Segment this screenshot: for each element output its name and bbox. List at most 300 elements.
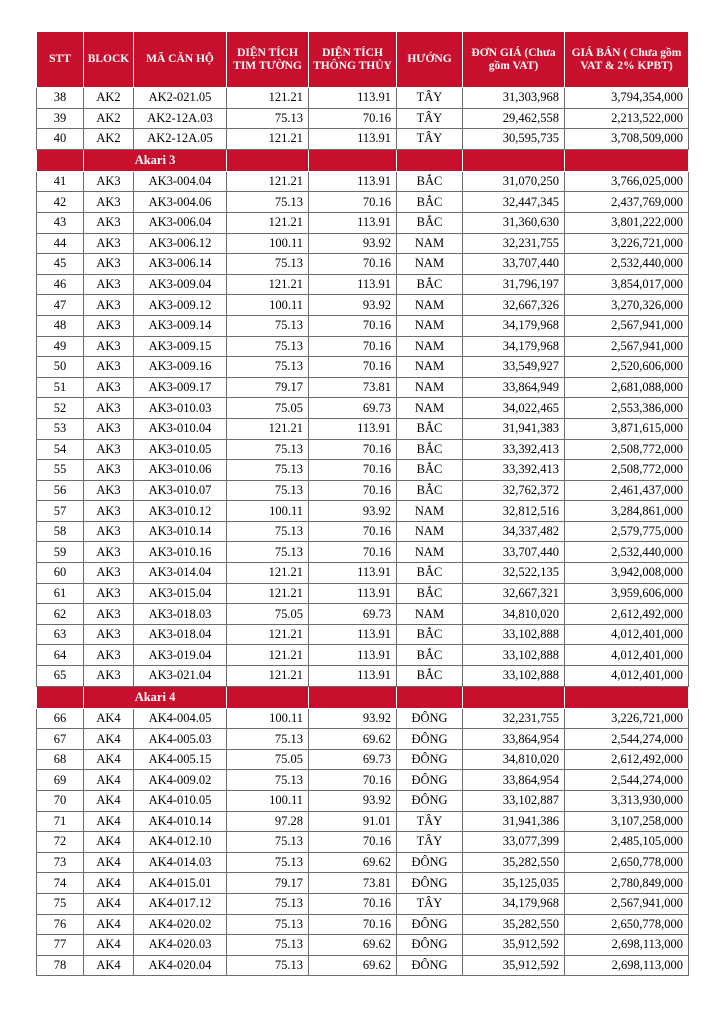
cell-don-gia: 35,282,550 [463,852,565,873]
header-huong: HƯỚNG [397,32,463,88]
cell-block: AK3 [84,563,134,584]
cell-huong: BẮC [397,274,463,295]
cell-dien-tich-thong-thuy: 69.62 [309,935,397,956]
cell-dien-tich-thong-thuy: 70.16 [309,460,397,481]
cell-block: AK3 [84,542,134,563]
cell-don-gia: 33,864,949 [463,377,565,398]
cell-don-gia: 32,447,345 [463,192,565,213]
cell-stt: 61 [37,583,84,604]
cell-block: AK4 [84,893,134,914]
cell-ma-can-ho: AK3-010.04 [134,418,227,439]
cell-dien-tich-tim-tuong: 79.17 [227,873,309,894]
cell-dien-tich-tim-tuong: 100.11 [227,791,309,812]
section-akari-4 [37,686,689,708]
cell-huong: BẮC [397,212,463,233]
cell-ma-can-ho: AK4-020.02 [134,914,227,935]
header-stt: STT [37,32,84,88]
cell-huong: NAM [397,501,463,522]
cell-dien-tich-tim-tuong: 121.21 [227,645,309,666]
cell-stt: 38 [37,88,84,109]
table-row [37,108,689,129]
cell-don-gia: 33,102,888 [463,624,565,645]
cell-block: AK4 [84,770,134,791]
cell-dien-tich-tim-tuong: 121.21 [227,274,309,295]
header-dien-tich-thong-thuy: DIỆN TÍCH THÔNG THỦY [309,32,397,88]
cell-stt: 54 [37,439,84,460]
cell-gia-ban: 2,520,606,000 [565,357,689,378]
cell-stt: 67 [37,729,84,750]
cell-don-gia: 31,941,383 [463,418,565,439]
cell-block: AK4 [84,811,134,832]
cell-dien-tich-thong-thuy: 73.81 [309,377,397,398]
cell-block: AK4 [84,832,134,853]
cell-gia-ban: 2,650,778,000 [565,914,689,935]
cell-don-gia: 30,595,735 [463,129,565,150]
table-row [37,666,689,687]
table-row [37,315,689,336]
cell-dien-tich-thong-thuy: 70.16 [309,108,397,129]
table-row [37,832,689,853]
cell-huong: NAM [397,604,463,625]
cell-ma-can-ho: AK3-010.14 [134,521,227,542]
header-gia-ban: GIÁ BÁN ( Chưa gồm VAT & 2% KPBT) [565,32,689,88]
cell-don-gia: 33,392,413 [463,460,565,481]
cell-stt: 58 [37,521,84,542]
table-row [37,501,689,522]
cell-gia-ban: 3,854,017,000 [565,274,689,295]
cell-dien-tich-thong-thuy: 113.91 [309,418,397,439]
cell-huong: TÂY [397,832,463,853]
cell-don-gia: 33,392,413 [463,439,565,460]
cell-gia-ban: 3,959,606,000 [565,583,689,604]
cell-huong: BẮC [397,666,463,687]
cell-huong: BẮC [397,563,463,584]
cell-stt: 52 [37,398,84,419]
cell-dien-tich-thong-thuy: 69.73 [309,749,397,770]
cell-huong: BẮC [397,624,463,645]
header-block: BLOCK [84,32,134,88]
table-row [37,935,689,956]
cell-gia-ban: 3,270,326,000 [565,295,689,316]
cell-stt: 75 [37,893,84,914]
cell-stt: 70 [37,791,84,812]
cell-dien-tich-thong-thuy: 70.16 [309,521,397,542]
cell-huong: NAM [397,315,463,336]
group-akari-4 [37,708,689,976]
cell-dien-tich-thong-thuy: 69.73 [309,604,397,625]
cell-dien-tich-thong-thuy: 70.16 [309,832,397,853]
cell-gia-ban: 3,107,258,000 [565,811,689,832]
table-row [37,398,689,419]
cell-dien-tich-thong-thuy: 70.16 [309,254,397,275]
cell-gia-ban: 2,567,941,000 [565,893,689,914]
cell-stt: 73 [37,852,84,873]
cell-dien-tich-tim-tuong: 75.13 [227,192,309,213]
cell-ma-can-ho: AK3-010.16 [134,542,227,563]
cell-don-gia: 34,810,020 [463,604,565,625]
cell-ma-can-ho: AK3-018.04 [134,624,227,645]
cell-gia-ban: 2,544,274,000 [565,729,689,750]
cell-huong: TÂY [397,893,463,914]
table-row [37,729,689,750]
cell-gia-ban: 4,012,401,000 [565,645,689,666]
cell-block: AK3 [84,212,134,233]
cell-dien-tich-tim-tuong: 121.21 [227,418,309,439]
cell-don-gia: 33,864,954 [463,770,565,791]
header-ma-can-ho: MÃ CĂN HỘ [134,32,227,88]
cell-dien-tich-thong-thuy: 70.16 [309,357,397,378]
table-row [37,542,689,563]
cell-dien-tich-tim-tuong: 97.28 [227,811,309,832]
cell-huong: ĐÔNG [397,791,463,812]
cell-ma-can-ho: AK2-12A.05 [134,129,227,150]
table-row [37,791,689,812]
cell-dien-tich-thong-thuy: 69.73 [309,398,397,419]
cell-dien-tich-thong-thuy: 70.16 [309,439,397,460]
cell-dien-tich-thong-thuy: 113.91 [309,274,397,295]
cell-dien-tich-tim-tuong: 75.05 [227,749,309,770]
cell-stt: 41 [37,171,84,192]
cell-dien-tich-tim-tuong: 75.13 [227,460,309,481]
cell-don-gia: 32,667,326 [463,295,565,316]
cell-dien-tich-thong-thuy: 113.91 [309,624,397,645]
cell-block: AK3 [84,398,134,419]
cell-dien-tich-tim-tuong: 100.11 [227,233,309,254]
cell-gia-ban: 2,567,941,000 [565,315,689,336]
group-akari-3 [37,171,689,686]
cell-block: AK3 [84,460,134,481]
cell-dien-tich-thong-thuy: 69.62 [309,852,397,873]
cell-ma-can-ho: AK4-014.03 [134,852,227,873]
cell-dien-tich-tim-tuong: 75.13 [227,439,309,460]
cell-block: AK3 [84,192,134,213]
cell-stt: 63 [37,624,84,645]
cell-don-gia: 34,179,968 [463,315,565,336]
cell-ma-can-ho: AK3-009.15 [134,336,227,357]
cell-huong: TÂY [397,108,463,129]
cell-ma-can-ho: AK2-12A.03 [134,108,227,129]
cell-dien-tich-tim-tuong: 75.13 [227,254,309,275]
cell-gia-ban: 3,766,025,000 [565,171,689,192]
cell-stt: 40 [37,129,84,150]
cell-huong: ĐÔNG [397,914,463,935]
cell-dien-tich-tim-tuong: 75.13 [227,914,309,935]
table-row [37,873,689,894]
cell-dien-tich-thong-thuy: 113.91 [309,171,397,192]
cell-ma-can-ho: AK3-014.04 [134,563,227,584]
table-row [37,460,689,481]
cell-dien-tich-thong-thuy: 69.62 [309,955,397,976]
cell-ma-can-ho: AK4-010.05 [134,791,227,812]
cell-gia-ban: 2,650,778,000 [565,852,689,873]
section-row-akari-4 [37,686,689,708]
cell-ma-can-ho: AK4-005.15 [134,749,227,770]
cell-huong: NAM [397,233,463,254]
cell-dien-tich-thong-thuy: 113.91 [309,645,397,666]
cell-dien-tich-thong-thuy: 93.92 [309,501,397,522]
cell-stt: 55 [37,460,84,481]
cell-gia-ban: 4,012,401,000 [565,624,689,645]
cell-dien-tich-tim-tuong: 75.13 [227,521,309,542]
cell-dien-tich-tim-tuong: 121.21 [227,212,309,233]
cell-stt: 53 [37,418,84,439]
section-label-akari-4: Akari 4 [84,686,227,708]
cell-dien-tich-tim-tuong: 100.11 [227,501,309,522]
table-row [37,254,689,275]
cell-dien-tich-thong-thuy: 70.16 [309,914,397,935]
cell-stt: 47 [37,295,84,316]
cell-don-gia: 32,667,321 [463,583,565,604]
table-row [37,521,689,542]
cell-gia-ban: 2,508,772,000 [565,460,689,481]
cell-gia-ban: 3,801,222,000 [565,212,689,233]
cell-huong: ĐÔNG [397,935,463,956]
cell-ma-can-ho: AK4-017.12 [134,893,227,914]
cell-dien-tich-tim-tuong: 75.13 [227,893,309,914]
cell-huong: NAM [397,542,463,563]
cell-dien-tich-tim-tuong: 100.11 [227,295,309,316]
cell-block: AK3 [84,501,134,522]
cell-huong: BẮC [397,583,463,604]
cell-don-gia: 34,810,020 [463,749,565,770]
cell-stt: 72 [37,832,84,853]
cell-don-gia: 32,522,135 [463,563,565,584]
cell-stt: 76 [37,914,84,935]
cell-dien-tich-tim-tuong: 75.13 [227,315,309,336]
table-row [37,171,689,192]
cell-ma-can-ho: AK3-010.03 [134,398,227,419]
cell-block: AK3 [84,377,134,398]
cell-gia-ban: 2,698,113,000 [565,955,689,976]
cell-ma-can-ho: AK3-009.16 [134,357,227,378]
section-akari-3 [37,149,689,171]
cell-ma-can-ho: AK4-015.01 [134,873,227,894]
cell-stt: 42 [37,192,84,213]
cell-ma-can-ho: AK3-010.05 [134,439,227,460]
cell-dien-tich-thong-thuy: 93.92 [309,708,397,729]
cell-don-gia: 35,125,035 [463,873,565,894]
cell-huong: BẮC [397,645,463,666]
cell-stt: 69 [37,770,84,791]
table-row [37,480,689,501]
cell-dien-tich-tim-tuong: 75.13 [227,770,309,791]
cell-huong: NAM [397,295,463,316]
table-row [37,192,689,213]
cell-dien-tich-tim-tuong: 75.05 [227,398,309,419]
cell-don-gia: 31,360,630 [463,212,565,233]
table-row [37,295,689,316]
table-row [37,563,689,584]
cell-block: AK3 [84,274,134,295]
cell-huong: BẮC [397,192,463,213]
table-row [37,357,689,378]
cell-gia-ban: 2,612,492,000 [565,604,689,625]
cell-huong: ĐÔNG [397,955,463,976]
cell-block: AK4 [84,729,134,750]
cell-don-gia: 32,762,372 [463,480,565,501]
cell-block: AK3 [84,624,134,645]
cell-dien-tich-thong-thuy: 70.16 [309,336,397,357]
cell-huong: ĐÔNG [397,770,463,791]
cell-dien-tich-tim-tuong: 121.21 [227,583,309,604]
cell-dien-tich-thong-thuy: 113.91 [309,583,397,604]
cell-huong: ĐÔNG [397,708,463,729]
cell-gia-ban: 3,226,721,000 [565,233,689,254]
cell-stt: 74 [37,873,84,894]
cell-huong: NAM [397,357,463,378]
table-row [37,439,689,460]
cell-gia-ban: 2,567,941,000 [565,336,689,357]
group-akari-2 [37,88,689,150]
cell-dien-tich-tim-tuong: 79.17 [227,377,309,398]
cell-ma-can-ho: AK4-012.10 [134,832,227,853]
cell-don-gia: 34,179,968 [463,336,565,357]
cell-stt: 50 [37,357,84,378]
table-row [37,811,689,832]
cell-stt: 66 [37,708,84,729]
cell-don-gia: 33,102,887 [463,791,565,812]
cell-stt: 59 [37,542,84,563]
cell-gia-ban: 2,544,274,000 [565,770,689,791]
cell-block: AK3 [84,645,134,666]
cell-ma-can-ho: AK3-009.12 [134,295,227,316]
cell-gia-ban: 2,508,772,000 [565,439,689,460]
cell-gia-ban: 2,681,088,000 [565,377,689,398]
cell-ma-can-ho: AK4-010.14 [134,811,227,832]
cell-dien-tich-tim-tuong: 121.21 [227,88,309,109]
cell-don-gia: 34,022,465 [463,398,565,419]
cell-dien-tich-thong-thuy: 69.62 [309,729,397,750]
cell-don-gia: 31,796,197 [463,274,565,295]
cell-ma-can-ho: AK3-006.14 [134,254,227,275]
cell-block: AK4 [84,791,134,812]
cell-huong: ĐÔNG [397,873,463,894]
cell-block: AK3 [84,666,134,687]
cell-stt: 57 [37,501,84,522]
table-row [37,274,689,295]
section-label-akari-3: Akari 3 [84,149,227,171]
cell-gia-ban: 3,942,008,000 [565,563,689,584]
cell-block: AK2 [84,88,134,109]
cell-dien-tich-thong-thuy: 113.91 [309,563,397,584]
cell-stt: 68 [37,749,84,770]
cell-block: AK3 [84,418,134,439]
cell-dien-tich-tim-tuong: 121.21 [227,624,309,645]
table-row [37,604,689,625]
cell-dien-tich-thong-thuy: 93.92 [309,791,397,812]
cell-gia-ban: 3,794,354,000 [565,88,689,109]
cell-huong: BẮC [397,439,463,460]
cell-don-gia: 31,303,968 [463,88,565,109]
cell-block: AK4 [84,873,134,894]
cell-don-gia: 33,102,888 [463,666,565,687]
section-row-akari-3 [37,149,689,171]
cell-block: AK3 [84,171,134,192]
cell-gia-ban: 4,012,401,000 [565,666,689,687]
table-row [37,336,689,357]
cell-ma-can-ho: AK3-004.06 [134,192,227,213]
table-header [37,32,689,88]
cell-don-gia: 33,707,440 [463,254,565,275]
cell-block: AK3 [84,336,134,357]
header-don-gia: ĐƠN GIÁ (Chưa gồm VAT) [463,32,565,88]
cell-gia-ban: 2,532,440,000 [565,254,689,275]
header-dien-tich-tim-tuong: DIỆN TÍCH TIM TƯỜNG [227,32,309,88]
cell-block: AK3 [84,480,134,501]
cell-gia-ban: 2,461,437,000 [565,480,689,501]
cell-huong: TÂY [397,129,463,150]
cell-block: AK3 [84,604,134,625]
cell-block: AK4 [84,914,134,935]
cell-huong: BẮC [397,171,463,192]
cell-ma-can-ho: AK3-010.06 [134,460,227,481]
cell-stt: 64 [37,645,84,666]
cell-huong: NAM [397,336,463,357]
cell-ma-can-ho: AK3-006.04 [134,212,227,233]
cell-gia-ban: 3,226,721,000 [565,708,689,729]
cell-ma-can-ho: AK4-009.02 [134,770,227,791]
cell-gia-ban: 3,313,930,000 [565,791,689,812]
cell-ma-can-ho: AK3-010.12 [134,501,227,522]
cell-dien-tich-thong-thuy: 70.16 [309,315,397,336]
cell-stt: 43 [37,212,84,233]
cell-gia-ban: 2,780,849,000 [565,873,689,894]
table-row [37,708,689,729]
cell-gia-ban: 2,553,386,000 [565,398,689,419]
apartment-price-table [36,31,689,976]
cell-stt: 46 [37,274,84,295]
cell-dien-tich-tim-tuong: 75.13 [227,357,309,378]
cell-don-gia: 32,812,516 [463,501,565,522]
cell-block: AK3 [84,315,134,336]
cell-block: AK3 [84,233,134,254]
cell-stt: 65 [37,666,84,687]
cell-dien-tich-tim-tuong: 75.13 [227,955,309,976]
cell-dien-tich-tim-tuong: 75.13 [227,542,309,563]
cell-gia-ban: 2,612,492,000 [565,749,689,770]
cell-dien-tich-tim-tuong: 75.13 [227,935,309,956]
table-row [37,645,689,666]
table-row [37,377,689,398]
cell-gia-ban: 2,213,522,000 [565,108,689,129]
cell-block: AK3 [84,521,134,542]
cell-dien-tich-thong-thuy: 70.16 [309,893,397,914]
table-row [37,914,689,935]
cell-dien-tich-tim-tuong: 75.13 [227,108,309,129]
cell-block: AK3 [84,357,134,378]
cell-don-gia: 35,912,592 [463,955,565,976]
cell-huong: ĐÔNG [397,729,463,750]
cell-dien-tich-tim-tuong: 75.13 [227,480,309,501]
cell-ma-can-ho: AK3-021.04 [134,666,227,687]
cell-ma-can-ho: AK3-006.12 [134,233,227,254]
table-row [37,955,689,976]
cell-block: AK3 [84,295,134,316]
cell-dien-tich-thong-thuy: 93.92 [309,233,397,254]
table-row [37,624,689,645]
cell-don-gia: 31,941,386 [463,811,565,832]
cell-dien-tich-thong-thuy: 70.16 [309,192,397,213]
cell-gia-ban: 3,708,509,000 [565,129,689,150]
cell-huong: NAM [397,377,463,398]
cell-stt: 45 [37,254,84,275]
cell-ma-can-ho: AK4-005.03 [134,729,227,750]
cell-dien-tich-thong-thuy: 73.81 [309,873,397,894]
cell-huong: NAM [397,521,463,542]
cell-dien-tich-thong-thuy: 93.92 [309,295,397,316]
cell-stt: 62 [37,604,84,625]
cell-ma-can-ho: AK3-009.17 [134,377,227,398]
